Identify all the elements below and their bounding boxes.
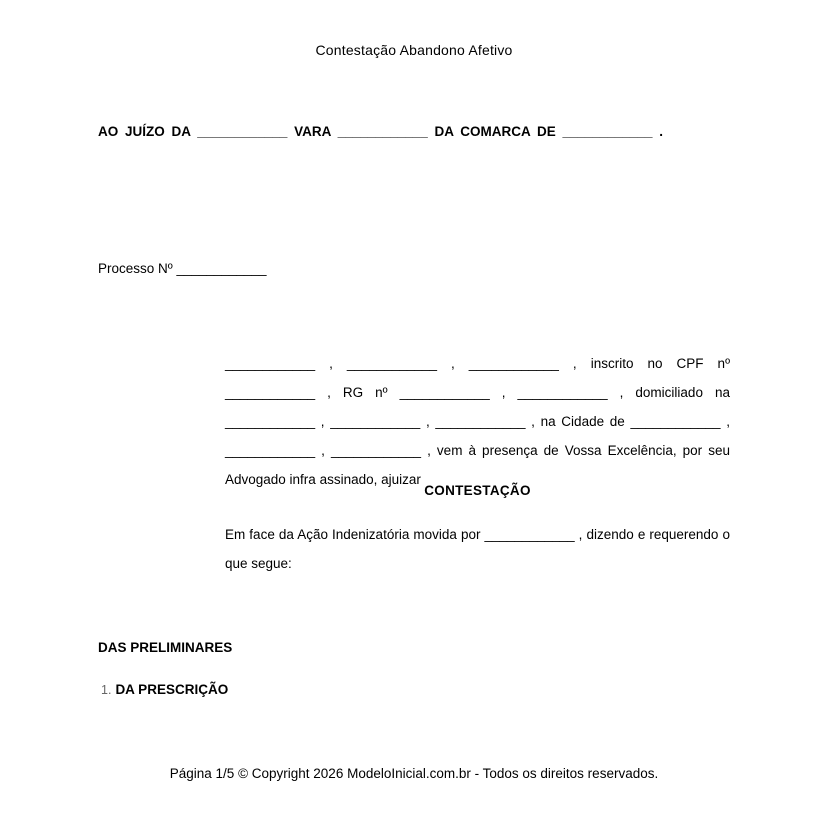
- page-footer: Página 1/5 © Copyright 2026 ModeloInicial.com.br - Todos os direitos reservados.: [169, 766, 659, 781]
- preliminares-heading: DAS PRELIMINARES: [98, 640, 233, 655]
- court-addressing-line: AO JUÍZO DA ____________ VARA ____________ DA COMARCA DE ____________ .: [98, 124, 664, 139]
- item-number: 1.: [101, 683, 112, 697]
- process-number-line: Processo Nº ____________: [98, 261, 267, 276]
- contestacao-heading: CONTESTAÇÃO: [424, 483, 531, 498]
- party-qualification-paragraph: ____________ , ____________ , ____________ , inscrito no CPF nº ____________ , RG nº ____________ , ____________ , domiciliado na ____________ , ____________ , ____________ , na Cidade de ____________ , ____________ , ____________ , vem à presença de Vossa Excelência, por seu Advogado infra assinado, ajuizar: [225, 356, 730, 487]
- item-label: DA PRESCRIÇÃO: [115, 682, 229, 697]
- document-title: Contestação Abandono Afetivo: [315, 42, 513, 58]
- intro-paragraph: Em face da Ação Indenizatória movida por ____________ , dizendo e requerendo o que segue:: [225, 527, 730, 571]
- numbered-item-prescricao: [101, 682, 228, 697]
